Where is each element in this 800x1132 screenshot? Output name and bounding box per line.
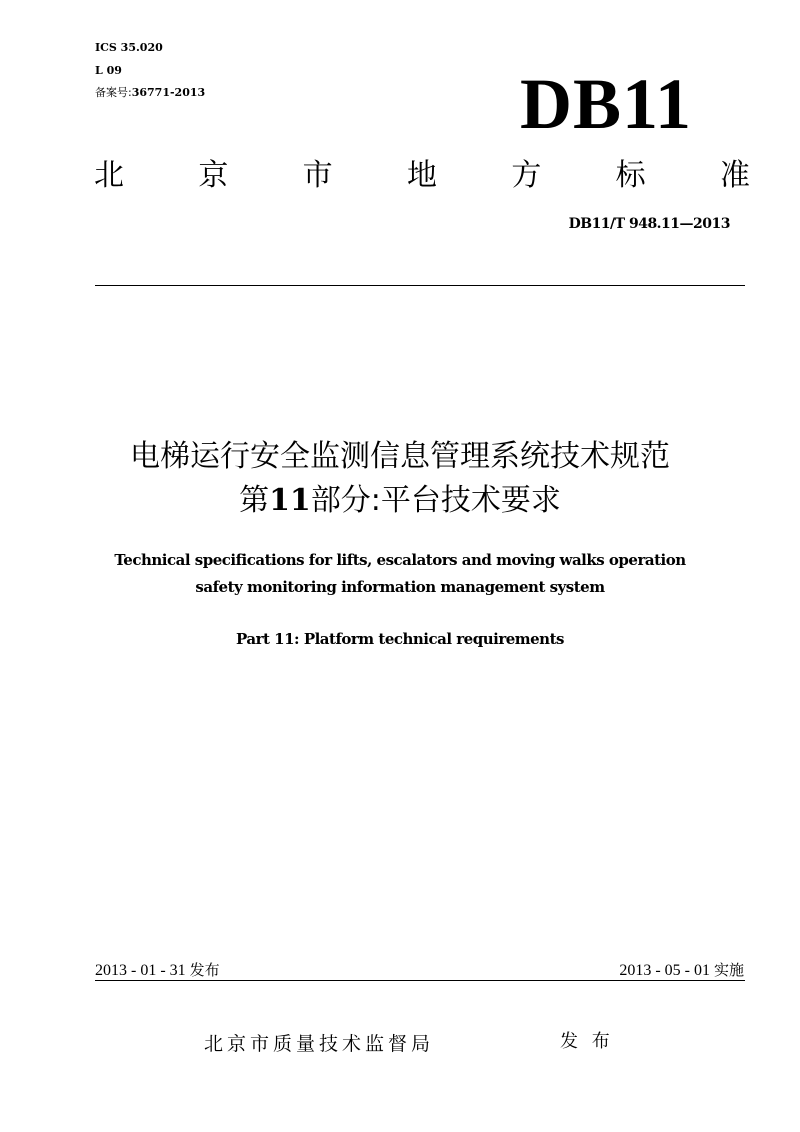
standard-type-char: 市 <box>302 158 333 193</box>
ccs-code: L 09 <box>95 64 122 77</box>
issue-date <box>95 960 220 981</box>
issue-date-value: 2013 - 01 - 31 <box>95 962 186 979</box>
issue-label: 发布 <box>189 961 220 979</box>
ics-code: ICS 35.020 <box>95 41 163 54</box>
standard-type-char: 准 <box>719 158 750 193</box>
title-en-line2: safety monitoring information management system <box>195 578 605 596</box>
record-number: 36771-2013 <box>131 86 206 99</box>
record-label: 备案号: <box>95 86 132 99</box>
title-cn-line1: 电梯运行安全监测信息管理系统技术规范 <box>130 439 670 474</box>
standard-type-char: 京 <box>198 158 229 193</box>
standard-type-char: 地 <box>406 158 437 193</box>
date-baseline <box>95 980 745 981</box>
standard-type-heading <box>94 156 750 196</box>
title-cn-part-number: 11 <box>269 483 311 518</box>
implementation-date-value: 2013 - 05 - 01 <box>619 962 710 979</box>
standard-number: DB11/T 948.11—2013 <box>568 216 730 232</box>
standard-type-char: 北 <box>94 158 124 193</box>
title-cn-line2 <box>0 481 800 521</box>
db11-logo: DB11 <box>520 64 693 144</box>
title-en-line1: Technical specifications for lifts, escalators and moving walks operation <box>114 551 686 569</box>
title-en-part: Part 11: Platform technical requirements <box>236 630 564 648</box>
implementation-date <box>619 960 744 981</box>
title-cn-part-suffix: 部分:平台技术要求 <box>310 483 561 518</box>
title-cn-part-prefix: 第 <box>239 483 270 518</box>
standard-type-char: 方 <box>511 158 542 193</box>
header-rule <box>95 285 745 286</box>
standard-type-char: 标 <box>615 158 646 193</box>
issuer-action: 发 布 <box>560 1031 614 1052</box>
issuer-name: 北京市质量技术监督局 <box>204 1033 435 1055</box>
record-number-line <box>95 85 205 100</box>
implementation-label: 实施 <box>713 961 744 979</box>
